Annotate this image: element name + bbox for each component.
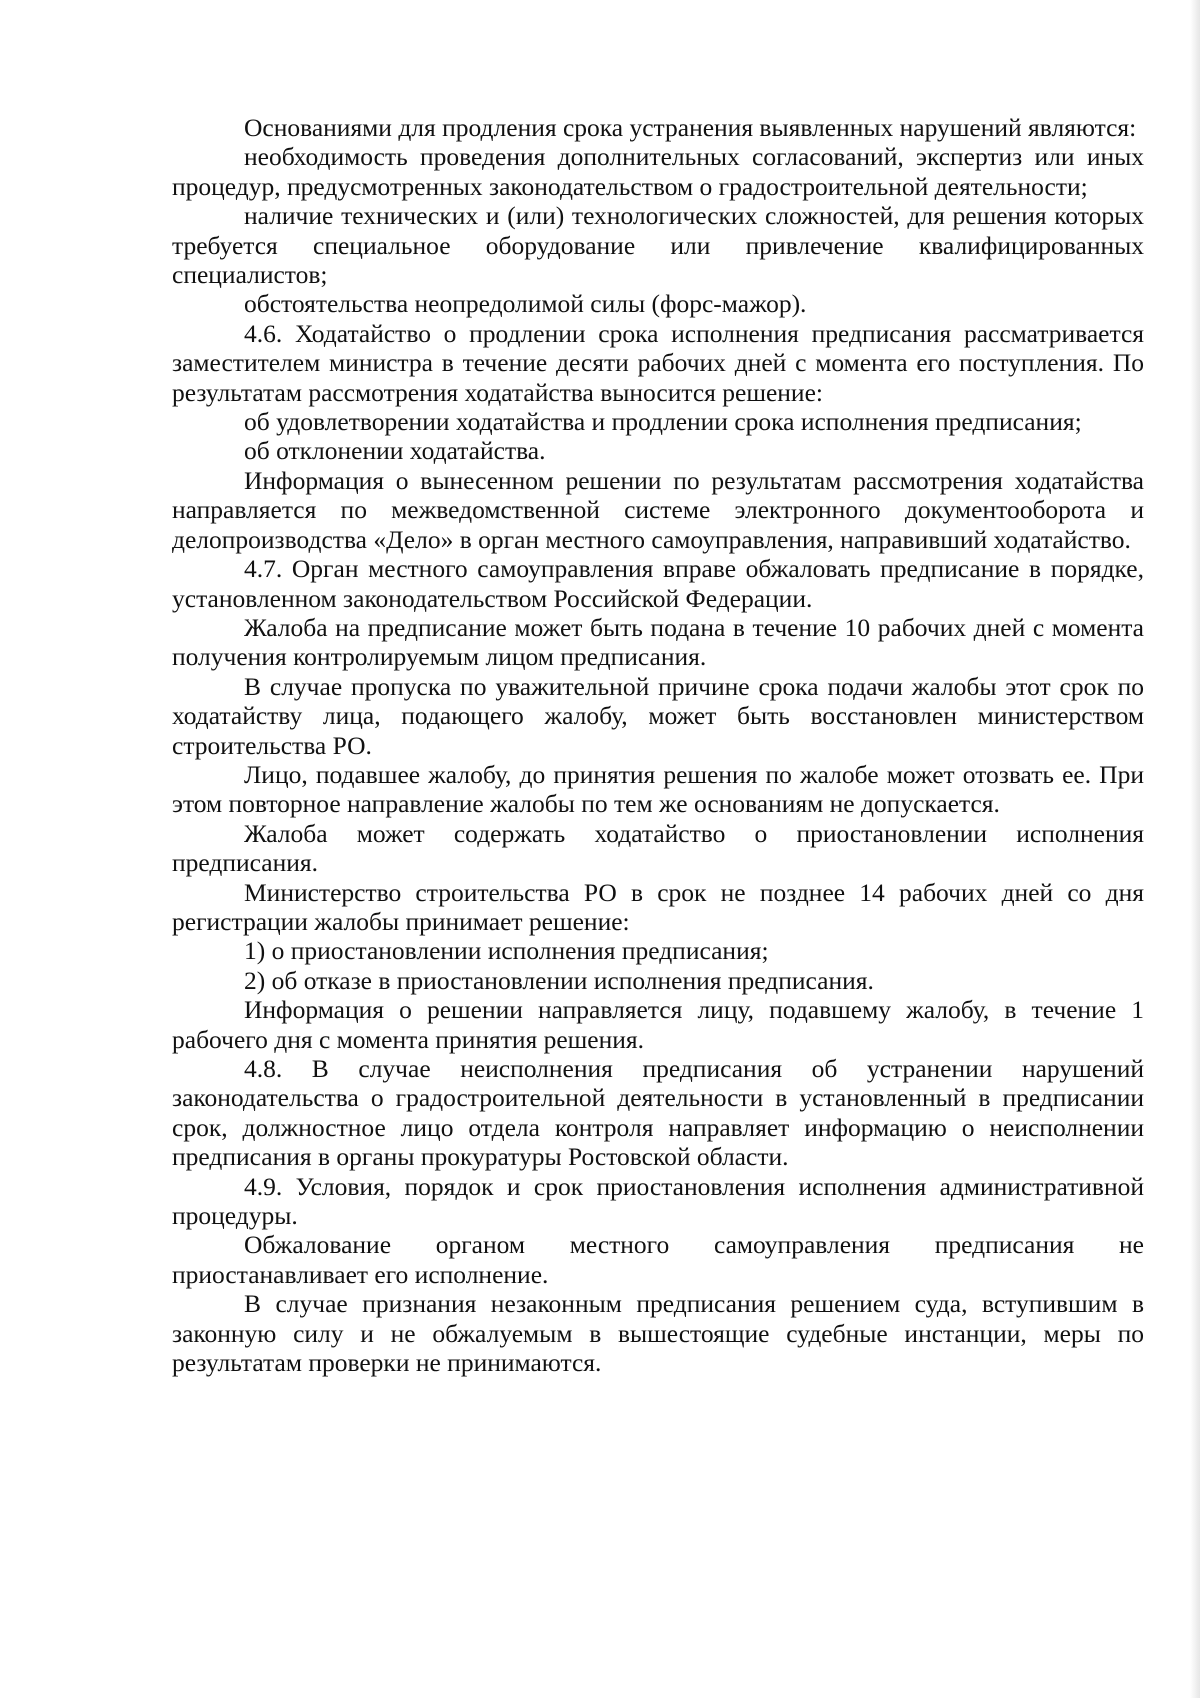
paragraph-ground-technical: наличие технических и (или) технологических сложностей, для решения которых требуется специальное оборудование или привлечение квалифицированных специалистов; [172,201,1144,290]
paragraph-decision-notice: Информация о решении направляется лицу, подавшему жалобу, в течение 1 рабочего дня с момента принятия решения. [172,995,1144,1054]
paragraph-decision-option-1: 1) о приостановлении исполнения предписания; [244,936,769,966]
page-edge-shadow [1190,0,1200,1698]
paragraph-appeal-no-suspension: Обжалование органом местного самоуправления предписания не приостанавливает его исполнение. [172,1230,1144,1289]
paragraph-complaint-restore: В случае пропуска по уважительной причине срока подачи жалобы этот срок по ходатайству лица, подающего жалобу, может быть восстановлен министерством строительства РО. [172,671,1144,760]
paragraph-decision-option-2: 2) об отказе в приостановлении исполнения предписания. [244,965,874,995]
paragraph-complaint-withdraw: Лицо, подавшее жалобу, до принятия решения по жалобе может отозвать ее. При этом повторное направление жалобы по тем же основаниям не допускается. [172,759,1144,819]
paragraph-ground-approvals: необходимость проведения дополнительных согласований, экспертиз или иных процедур, предусмотренных законодательством о градостроительной деятельности; [172,142,1144,201]
paragraph-section-4-6: 4.6. Ходатайство о продлении срока исполнения предписания рассматривается заместителем министра в течение десяти рабочих дней с момента его поступления. По результатам рассмотрения ходатайства выносится решение: [172,318,1144,407]
paragraph-decision-approve: об удовлетворении ходатайства и продлении срока исполнения предписания; [244,407,1082,437]
paragraph-ministry-decision: Министерство строительства РО в срок не позднее 14 рабочих дней со дня регистрации жалобы принимает решение: [172,877,1144,936]
paragraph-complaint-suspension-request: Жалоба может содержать ходатайство о приостановлении исполнения предписания. [172,818,1144,878]
paragraph-grounds-intro: Основаниями для продления срока устранения выявленных нарушений являются: [244,113,1137,142]
paragraph-court-ruling: В случае признания незаконным предписания решением суда, вступившим в законную силу и не обжалуемым в вышестоящие судебные инстанции, меры по результатам проверки не принимаются. [172,1289,1144,1378]
paragraph-section-4-9: 4.9. Условия, порядок и срок приостановления исполнения административной процедуры. [172,1171,1144,1231]
paragraph-section-4-8: 4.8. В случае неисполнения предписания об устранении нарушений законодательства о градостроительной деятельности в установленный в предписании срок, должностное лицо отдела контроля направляет информацию о неисполнении предписания в органы прокуратуры Ростовской области. [172,1054,1144,1172]
paragraph-decision-reject: об отклонении ходатайства. [244,436,546,466]
paragraph-decision-information: Информация о вынесенном решении по результатам рассмотрения ходатайства направляется по межведомственной системе электронного документооборота и делопроизводства «Дело» в орган местного самоуправления, направивший ходатайство. [172,465,1144,554]
document-body [172,113,1144,1377]
paragraph-section-4-7: 4.7. Орган местного самоуправления вправе обжаловать предписание в порядке, установленном законодательством Российской Федерации. [172,554,1144,613]
paragraph-ground-force-majeure: обстоятельства неопредолимой силы (форс-мажор). [244,289,807,319]
paragraph-complaint-deadline: Жалоба на предписание может быть подана в течение 10 рабочих дней с момента получения контролируемым лицом предписания. [172,612,1144,672]
